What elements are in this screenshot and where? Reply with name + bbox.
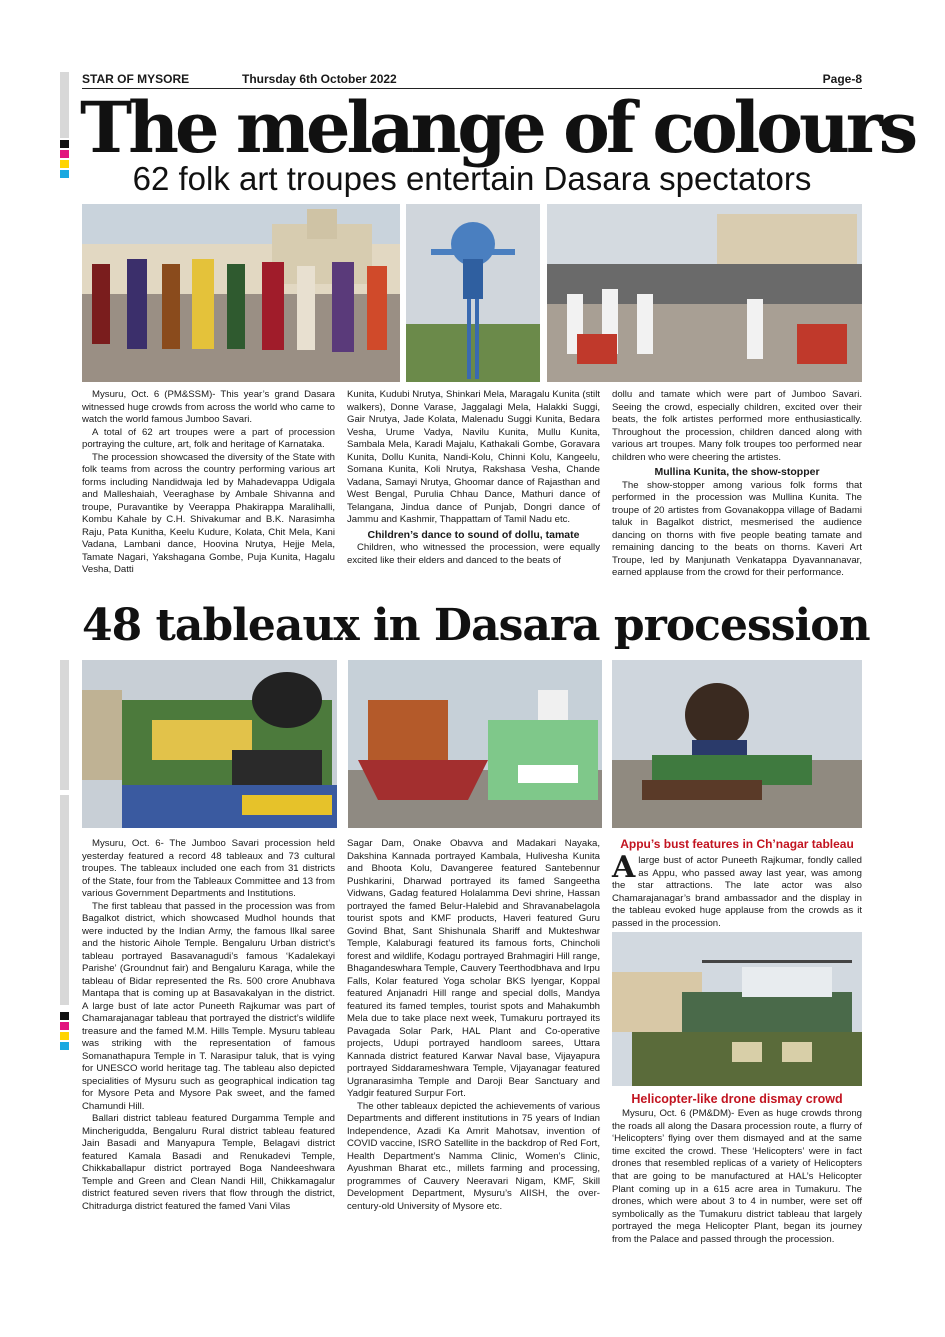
page-number: Page-8 [822,72,862,86]
story1-col3-para-2: The show-stopper among various folk forms that performed in the procession was Mullina Kunita. The troupe of 20 artistes from Govanakoppa village of Badami taluk in Bagalkot district, mesmerised the audience dancing on thorns with five people beating tamate and remaining dancing to the beats on thorns. Kaveri Art Troupe, led by Manjunath Venkatappa Dyavannanavar, earned applause from the crowd for their performance. [612,479,862,578]
print-gutter-top [60,72,69,138]
story1-col2-subhead: Children’s dance to sound of dollu, tamate [367,528,580,541]
print-gutter-mid [60,660,69,790]
story1-column-1 [82,389,335,577]
story1-col1-para-3: The procession showcased the diversity of the State with folk teams from across the country performing various art forms including Nandidwaja led by Mahadevappa Udigala and Malleshaiah, Veeraghase by Ambale Shivanna and troupe, Puravantike by Veerappa Phakirappa Maralihalli, Kombu Kahale by C.H. Shivakumar and B.K. Narasimha Raju, Pata Kunitha, Keelu Kudure, Kolata, Chit Mela, Kani Vadana, Lambani dance, Hoovina Nrutya, Hejje Mela, Tamate Nagari, Yakshagana Gombe, Puja Kunita, Hagalu Vesha, Datti [82,451,335,575]
story1-col2-para-1: Kunita, Kudubi Nrutya, Shinkari Mela, Maragalu Kunita (stilt walkers), Donne Varase, Jaggalagi Mela, Halakki Suggi, Gair Nrutya, Jade Kolata, Malenadu Suggi Kunita, Bedara Vesha, Urume Vadya, Navilu Kunita, Mullu Kunita, Sambala Mela, Karadi Majalu, Kathakali Gombe, Goravara Kunita, Dollu Kunita, Nandi-Kolu, Chinni Kolu, Kangeelu, Somana Kunita, Koli Nrutya, Rakshasa Vesha, Chande Vadana, Samayi Nrutya, Ghoomar dance of Rajasthan and West Bengal, Purulia Chhau Dance, Mathuri dance of Telangana, Jindua dance of Punjab, Dongri dance of Jammu and Kashmir, Thappattam of Tamil Nadu etc. [347,389,600,525]
story1-col1-para-1: Mysuru, Oct. 6 (PM&SSM)- This year’s grand Dasara witnessed huge crowds from across the world who came to watch the world famous Jumboo Savari. [82,389,335,425]
sidebar1-dropcap: A [612,850,636,885]
story2-headline: 48 tableaux in Dasara procession [82,600,870,651]
story1-column-3 [612,389,862,580]
story2-col2-para-1: Sagar Dam, Onake Obavva and Madakari Nayaka, Dakshina Kannada portrayed Kambala, Hulivesha Kunita and Bhoota Kolu, Davangeree featured Santebennur Pushkarini, Dharwad portrayed its famed Sangeetha Vidwans, Gadag featured Holalamma Devi shrine, Hassan portrayed the famed Belur-Halebid and Shravanabelagola tourist spots and KMF products, Haveri featured Guru Govind Bhat, Sant Shishunala Shariff and Mukteshwar Temple, Kalaburagi featured its famous forts, Chincholi forest and wildlife, Kodagu portrayed Brahmagiri Hill range, Bhagandeswhara Temple, Cauvery Teerthodbhava and Irpu Falls, Kolar featured Yoga scholar BKS Iyengar, Koppal featured Anjanadri Hill range and special dolls, Mandya featured its famed temples, tourist spots and Mahakumbh Mela due to take place next week, Tumakuru portrayed its Pavagada Solar Park, HAL Plant and Co-operative projects, Udupi portrayed handloom sarees, Uttara Kannada district featured Karwar Naval base, Vijayapura portrayed Siddarameshwara Temple, Vijayanagar featured Ugranarasimha Temple and Daroji Bear Sanctuary and Yadgir featured Surpur Fort. [347,838,600,1099]
story2-col1-para-1: Mysuru, Oct. 6- The Jumboo Savari procession held yesterday featured a record 48 tableaux and 73 cultural troupes. The tableaux included one each from 31 districts of the State, four from the Tableaux Committee and 13 from various Government Departments and Institutions. [82,838,335,899]
sidebar2-text: Mysuru, Oct. 6 (PM&DM)- Even as huge crowds throng the roads all along the Dasara procession route, a flurry of ‘Helicopters’ flying over them dismayed and at the same time excited the crowd. These ‘Helicopters’ were in fact drones that resembled replicas of a variety of Helicopters that are going to be manufactured at HAL’s Helicopter Plant coming up in a 615 acre area in Tumakuru. The drones, which were about 3 to 4 in number, were set off symbolically as the Tumakuru district tableau that largely portrayed the mega Helicopter Plant, began its journey from the Palace and passed through the procession. [612,1108,862,1245]
sidebar1-body [612,850,862,931]
registration-swatch-black [60,140,69,148]
photo-appu-bust-tableau [612,660,862,828]
photo-helicopter-tableau [612,932,862,1086]
story1-subheadline: 62 folk art troupes entertain Dasara spectators [132,160,812,197]
story1-col2-para-2: Children, who witnessed the procession, were equally excited like their elders and danced to the beats of [347,542,600,566]
photo-stilt-walker [406,204,540,382]
issue-date: Thursday 6th October 2022 [242,72,397,86]
story1-col3-subhead: Mullina Kunita, the show-stopper [654,466,820,478]
story1-col1-para-2: A total of 62 art troupes were a part of procession portraying the culture, art, folk and heritage of Karnataka. [82,426,335,450]
publication-name: STAR OF MYSORE [82,72,190,86]
photo-mysuru-tableau [82,660,337,828]
print-gutter-bottom [60,795,69,1005]
sidebar2-body [612,1108,862,1247]
story1-headline: The melange of colours [80,86,915,169]
story2-column-1 [82,838,335,1213]
registration-swatch-cyan [60,170,69,178]
registration-swatch-black-2 [60,1012,69,1020]
sidebar1-text: large bust of actor Puneeth Rajkumar, fondly called as Appu, who passed away last year, was among the star attractions. The late actor was also Chamarajanagar’s brand ambassador and the display in the tableau evoked huge applause from the crowds as it passed in the procession. [612,855,862,929]
story2-column-2 [347,838,600,1213]
sidebar1-headline: Appu’s bust features in Ch’nagar tableau [620,837,854,851]
sidebar2-headline: Helicopter-like drone dismay crowd [631,1092,843,1106]
registration-swatch-magenta [60,150,69,158]
registration-swatch-yellow-2 [60,1032,69,1040]
story1-col3-para-1: dollu and tamate which were part of Jumboo Savari. Seeing the crowd, especially children, excited over their beats, the folk artistes performed more enthusiastically. Throughout the procession, children danced along with various art troupes. Many folk troupes too performed near children who were cheering the artistes. [612,389,862,463]
photo-drum-troupe [547,204,862,382]
registration-swatch-cyan-2 [60,1042,69,1050]
story2-col2-para-2: The other tableaux depicted the achievements of various Departments and different institutions in 75 years of Indian Independence, Azadi Ka Amrit Mahotsav, invention of COVID vaccine, ISRO Satellite in the backdrop of Red Fort, Health Department’s Namma Clinic, Women’s Clinic, Ayushman Bharat etc., millets farming and processing, programmes of Cauvery Neeravari Nigam, KMF, Skill Development Department, Mysuru’s AIISH, the over-century-old University of Mysore etc. [347,1100,600,1212]
registration-swatch-magenta-2 [60,1022,69,1030]
photo-folk-dancers [82,204,400,382]
photo-boat-tableau [348,660,602,828]
registration-swatch-yellow [60,160,69,168]
story2-col1-para-3: Ballari district tableau featured Durgamma Temple and Mincheriguddа, Bengaluru Rural district tableau featured Jain Basadi and Manyapura Temple, Belagavi district featured Kamala Basadi and Renukadevi Temple, Chikkaballapur district portrayed Boga Nandeeshwara Temple and Green and Clean Nandi Hill, Chikkamagalur district featured seven rivers that flow through the district, Chitradurga district featured the famed Vani Vilas [82,1113,335,1212]
story1-column-2 [347,389,600,567]
story2-col1-para-2: The first tableau that passed in the procession was from Bagalkot district, which showcased Mudhol hounds that were inducted by the Indian Army, the famous Ilkal saree and the historic Aihole Temple. Bengaluru Urban district’s tableau portrayed Basavanagudi’s famous ‘Kadalekayi Parishe’ (Groundnut fair) and Bengaluru Karaga, while the tableau of Bidar represented the Rs. 500 crore Anubhava Mantapa that is coming up at Basavakalyan in the district. A large bust of late actor Puneeth Rajkumar was part of Chamarajanagar tableau that portrayed the district’s wildlife treasure and the famed M.M. Hills Temple. Mysuru tableau was striking with the representation of famous Somanathapura Temple in T. Narasipur taluk, that is vying for UNESCO world heritage tag. The tableau also depicted specialities of Mysuru such as geographical indication tag for Mysore Peta and Mysore Pak sweet, and the famed Chamundi Hill. [82,900,335,1112]
